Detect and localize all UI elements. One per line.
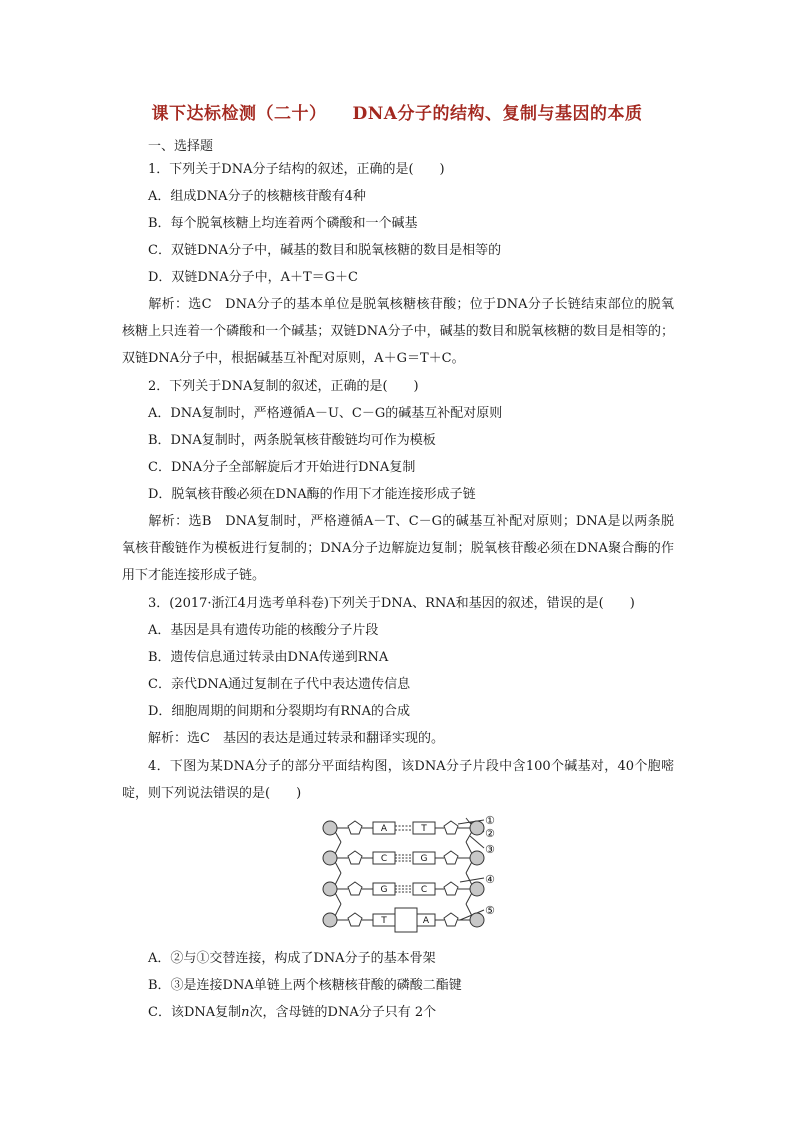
q2-stem: 2．下列关于DNA复制的叙述，正确的是( ) — [148, 379, 419, 394]
base-right-3: C — [420, 885, 428, 895]
q3-analysis: 解析：选C 基因的表达是通过转录和翻译实现的。 — [148, 731, 444, 746]
q1-stem: 1．下列关于DNA分子结构的叙述，正确的是( ) — [148, 162, 445, 177]
q4-option-c-after: 次，含母链的DNA分子只有 2个 — [249, 1005, 437, 1020]
q2-analysis-text: 解析：选B DNA复制时，严格遵循A－T、C－G的碱基互补配对原则；DNA是以两条脱氧核苷酸链作为模板进行复制的；DNA分子边解旋边复制；脱氧核苷酸必须在DNA聚合酶的作用下才能连接形成子链。 — [122, 514, 674, 583]
q4-stem-text: 4．下图为某DNA分子的部分平面结构图，该DNA分子片段中含100个碱基对，40个胞嘧啶，则下列说法错误的是( ) — [122, 759, 674, 801]
q2-option-a: A．DNA复制时，严格遵循A－U、C－G的碱基互补配对原则 — [148, 406, 503, 421]
q3-option-b: B．遗传信息通过转录由DNA传递到RNA — [148, 650, 389, 665]
q4-stem — [122, 753, 674, 807]
q3-option-c: C．亲代DNA通过复制在子代中表达遗传信息 — [148, 677, 411, 692]
title-part1: 课下达标检测（二十） — [151, 104, 327, 124]
q4-option-c-before: C．该DNA复制 — [148, 1005, 242, 1020]
q2-option-d: D．脱氧核苷酸必须在DNA酶的作用下才能连接形成子链 — [148, 487, 476, 502]
base-left-1: A — [380, 824, 388, 834]
title-part2: DNA分子的结构、复制与基因的本质 — [352, 104, 643, 124]
page-title — [0, 99, 794, 124]
marker-4: ④ — [485, 873, 495, 886]
q4-option-a: A．②与①交替连接，构成了DNA分子的基本骨架 — [148, 951, 436, 966]
base-right-4: A — [422, 916, 430, 926]
q4-option-b: B．③是连接DNA单链上两个核糖核苷酸的磷酸二酯键 — [148, 978, 462, 993]
marker-3: ③ — [485, 843, 495, 856]
marker-2: ② — [485, 827, 495, 840]
q1-analysis — [122, 291, 674, 372]
q4-option-c-variable: n — [241, 1005, 250, 1020]
base-left-4: T — [381, 916, 387, 926]
q2-option-b: B．DNA复制时，两条脱氧核苷酸链均可作为模板 — [148, 433, 436, 448]
q2-option-c: C．DNA分子全部解旋后才开始进行DNA复制 — [148, 460, 416, 475]
dna-structure-diagram — [310, 812, 510, 942]
marker-5: ⑤ — [485, 904, 495, 917]
q3-option-a: A．基因是具有遗传功能的核酸分子片段 — [148, 623, 379, 638]
base-right-1: T — [421, 824, 427, 834]
q2-analysis — [122, 508, 674, 589]
q1-option-c: C．双链DNA分子中，碱基的数目和脱氧核糖的数目是相等的 — [148, 243, 502, 258]
q3-option-d: D．细胞周期的间期和分裂期均有RNA的合成 — [148, 704, 410, 719]
section-heading: 一、选择题 — [148, 139, 214, 154]
q1-option-b: B．每个脱氧核糖上均连着两个磷酸和一个碱基 — [148, 216, 418, 231]
q1-option-d: D．双链DNA分子中，A＋T＝G＋C — [148, 270, 358, 285]
q4-option-c — [148, 1005, 436, 1021]
base-left-3: G — [380, 885, 388, 895]
base-right-2: G — [420, 854, 428, 864]
q1-analysis-text: 解析：选C DNA分子的基本单位是脱氧核糖核苷酸；位于DNA分子长链结束部位的脱氧核糖上只连着一个磷酸和一个碱基；双链DNA分子中，碱基的数目和脱氧核糖的数目是相等的；双链DNA分子中，根据碱基互补配对原则，A＋G＝T＋C。 — [122, 297, 674, 366]
base-left-2: C — [380, 854, 388, 864]
q3-stem: 3．(2017·浙江4月选考单科卷)下列关于DNA、RNA和基因的叙述，错误的是( ) — [148, 596, 635, 611]
q1-option-a: A．组成DNA分子的核糖核苷酸有4种 — [148, 189, 366, 204]
marker-1: ① — [485, 814, 495, 827]
